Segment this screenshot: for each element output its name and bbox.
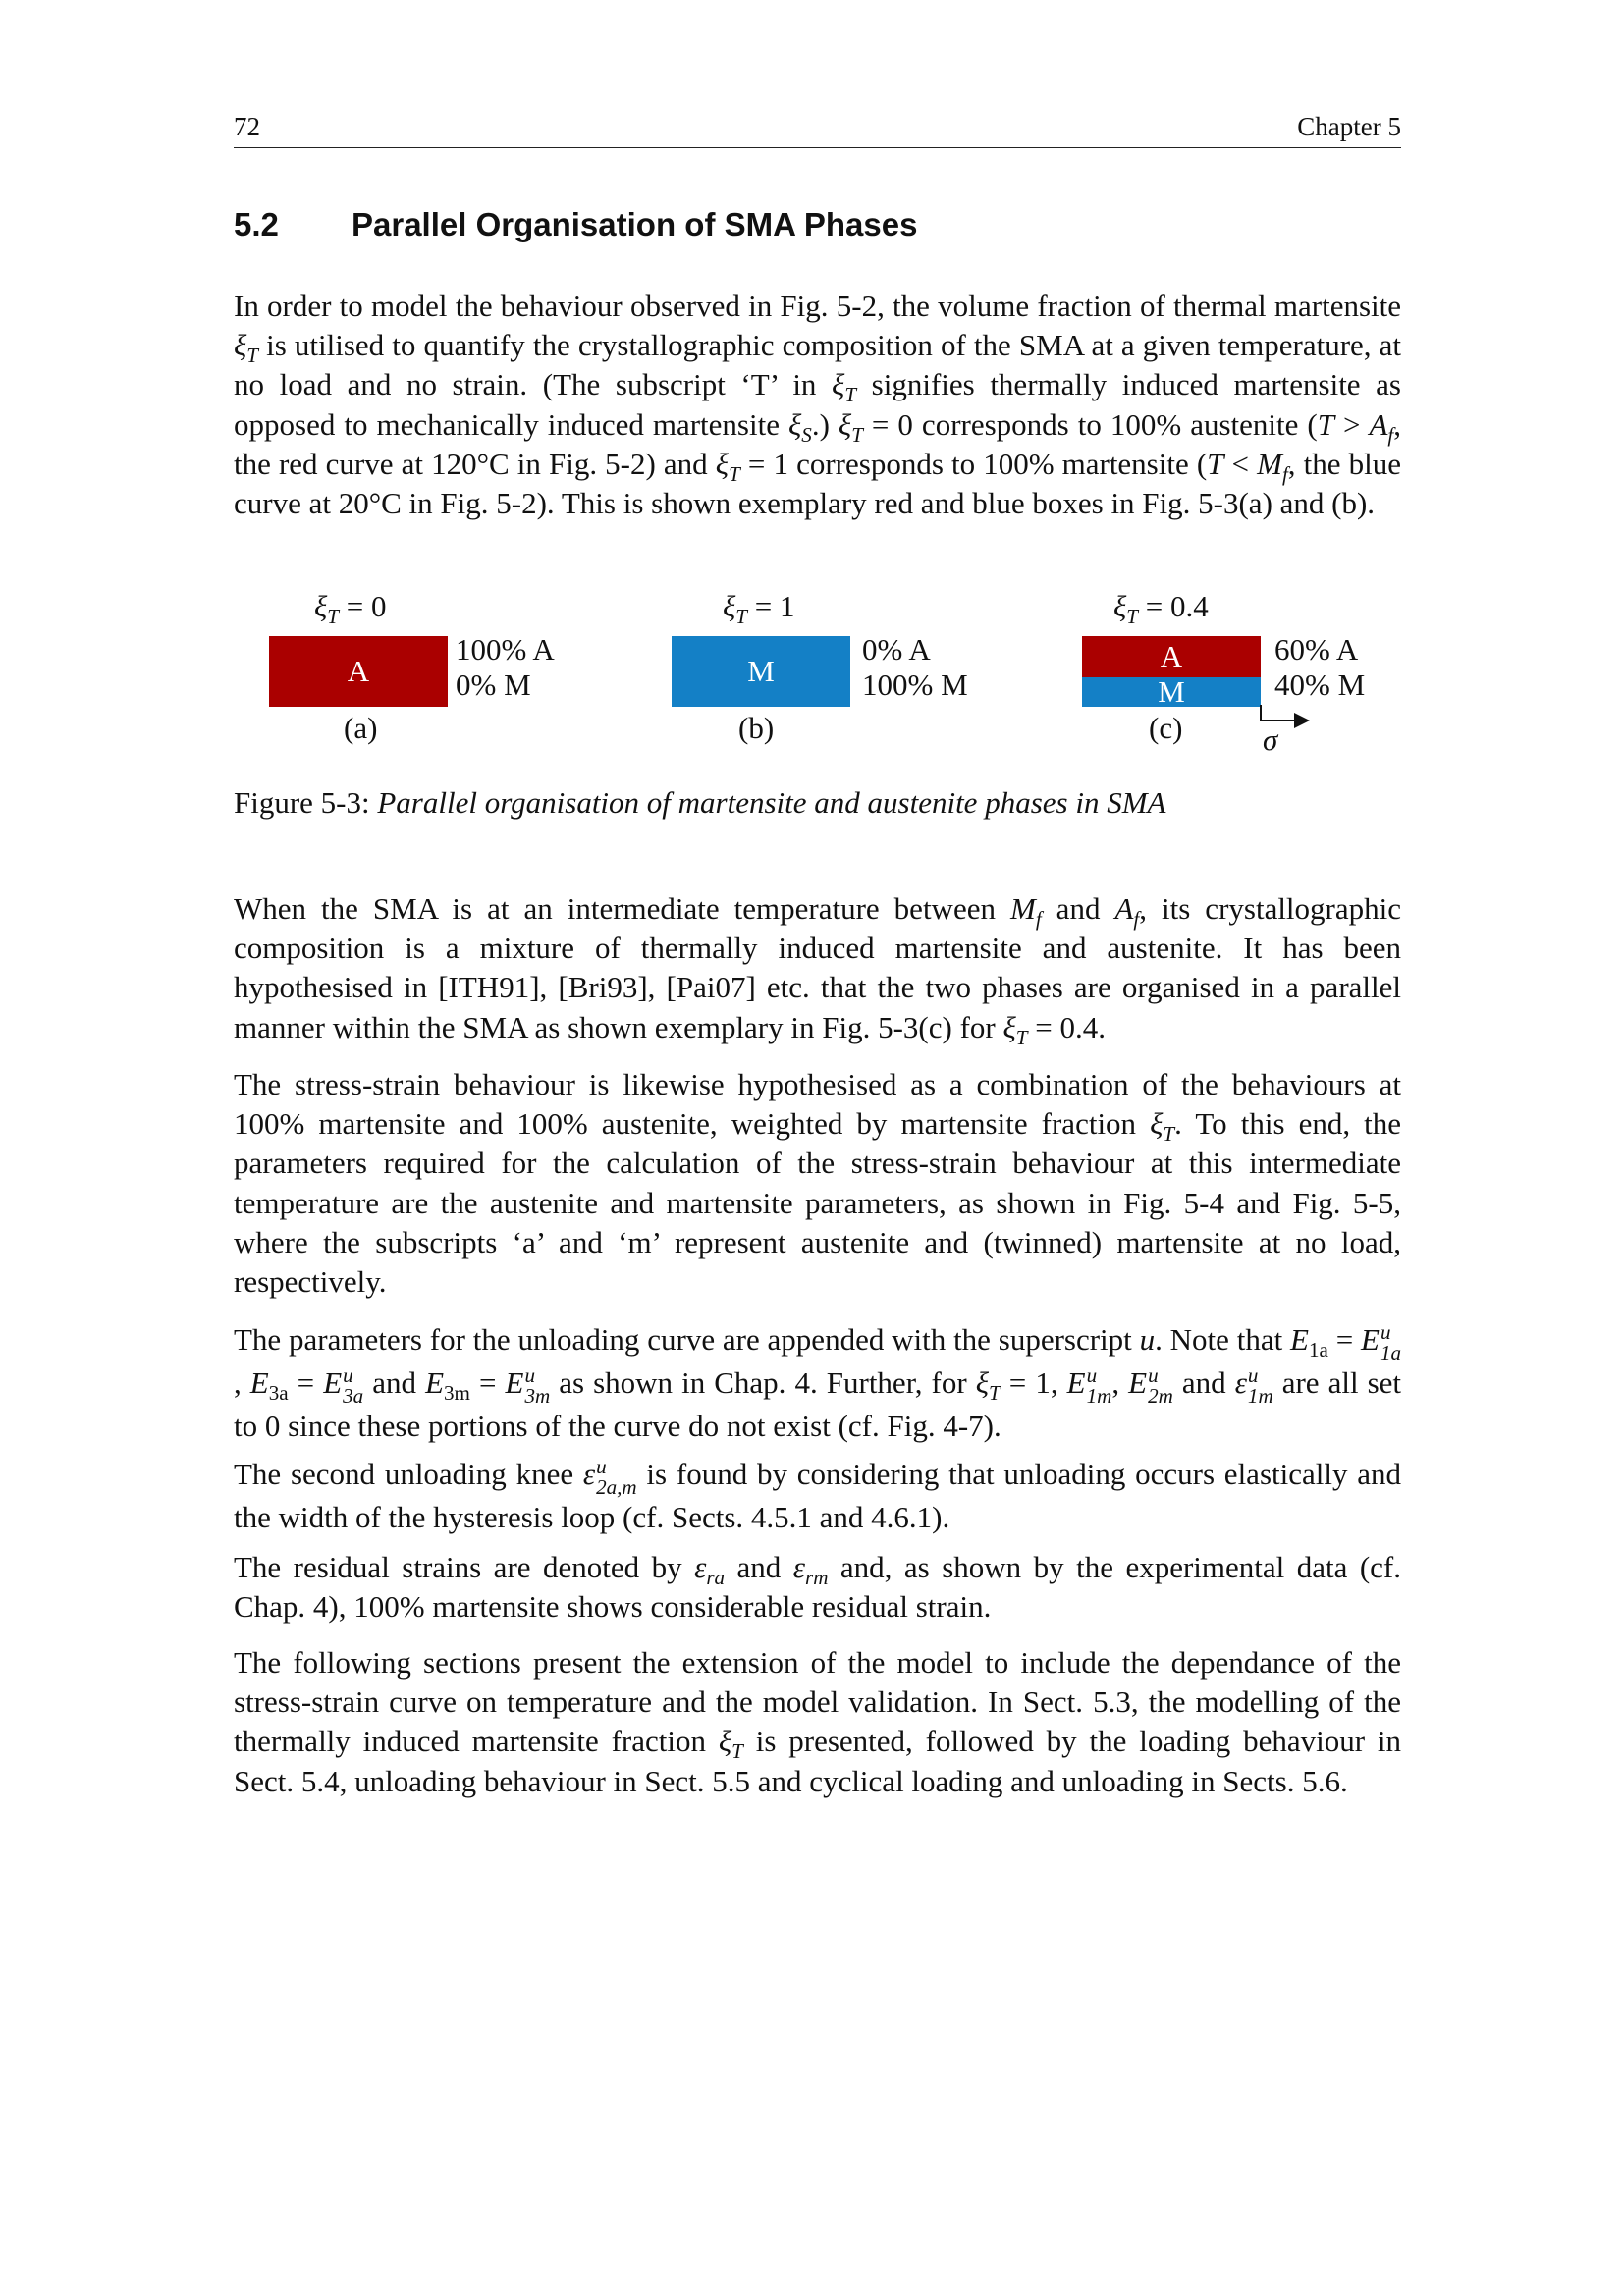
paragraph-7: The following sections present the extension of the model to include the dependance of the stress-strain curve on temperature and the model validation. In Sect. 5.3, the modelling of the thermally induced martensite fraction $\xi_T$ is presented, followed by the loading behaviour in Sect. 5.4, unloading behaviour in Sect. 5.5 and cyclical loading and unloading in Sects. 5.6. [234,1645,1401,1798]
section-heading [234,206,917,243]
fig-b-xi-label: $\xi_T = 1$ [723,589,795,629]
fig-a-line2: 0% M [456,667,531,702]
paragraph-2: When the SMA is at an intermediate temperature between $M_f$ and $A_f$, its crystallographic composition is a mixture of thermally induced martensite and austenite. It has been hypothesised in [ITH91], [Bri93], [Pai07] etc. that the two phases are organised in a parallel manner within the SMA as shown exemplary in Fig. 5-3(c) for $\xi_T = 0.4$. [234,891,1402,1049]
chapter-label: Chapter 5 [1297,112,1401,141]
paragraph-3: The stress-strain behaviour is likewise hypothesised as a combination of the behaviours at 100% martensite and 100% austenite, weighted by martensite fraction $\xi_T$. To this end, the parameters required for the calculation of the stress-strain behaviour at this intermediate temperature are the austenite and martensite parameters, as shown in Fig. 5-4 and Fig. 5-5, where the subscripts ‘a’ and ‘m’ represent austenite and (twinned) martensite at no load, respectively. [234,1067,1402,1300]
fig-a-xi-label: $\xi_T = 0$ [314,589,387,629]
sigma-label: σ [1263,722,1278,757]
fig-c-austenite-box: A [1082,636,1261,677]
paragraph-1: In order to model the behaviour observed in Fig. 5-2, the volume fraction of thermal martensite $\xi_T$ is utilised to quantify the crystallographic composition of the SMA at a given temperature, at no load and no strain. (The subscript ‘T’ in $\xi_T$ signifies thermally induced martensite as opposed to mechanically induced martensite $\xi_S$.) $\xi_T = 0$ corresponds to 100% austenite ($T > A_f$, the red curve at 120°C in Fig. 5-2) and $\xi_T = 1$ corresponds to 100% martensite ($T < M_f$, the blue curve at 20°C in Fig. 5-2). This is shown exemplary red and blue boxes in Fig. 5-3(a) and (b). [234,289,1402,521]
fig-b-martensite-box: M [672,636,850,707]
fig-c-sublabel: (c) [1149,711,1183,745]
paragraph-4: The parameters for the unloading curve are appended with the superscript u. Note that $E_{1a} = E$ u 1a , $E_{3a} = E$ u 3a and $E_{3m} = E$ u 3m as shown in Chap. 4. Further, for $\xi_T = 1$, E u 1m , E u 2m and ε u 1m are all set to 0 since these portions of the curve do not exist (cf. Fig. 4-7). [234,1319,1402,1443]
fig-b-line2: 100% M [862,667,968,702]
fig-b-line1: 0% A [862,632,931,667]
fig-c-xi-label: $\xi_T = 0.4$ [1113,589,1209,629]
page-number: 72 [234,112,260,141]
paragraph-6: The residual strains are denoted by $\varepsilon_{ra}$ and $\varepsilon_{rm}$ and, as shown by the experimental data (cf. Chap. 4), 100% martensite shows considerable residual strain. [234,1550,1401,1625]
fig-a-line1: 100% A [456,632,555,667]
paragraph-5: The second unloading knee ε u 2a,m is found by considering that unloading occurs elastically and the width of the hysteresis loop (cf. Sects. 4.5.1 and 4.6.1). [234,1454,1401,1534]
figure-caption: Figure 5-3: Parallel organisation of martensite and austenite phases in SMA [234,785,1166,820]
fig-c-line2: 40% M [1274,667,1366,702]
section-title: Parallel Organisation of SMA Phases [352,206,918,242]
figure-5-3 [234,589,1401,766]
fig-c-line1: 60% A [1274,632,1359,667]
fig-b-sublabel: (b) [738,711,775,745]
section-number: 5.2 [234,206,279,242]
running-header [234,110,1401,148]
fig-a-austenite-box: A [269,636,448,707]
fig-c-martensite-box: M [1082,677,1261,707]
fig-a-sublabel: (a) [344,711,378,745]
